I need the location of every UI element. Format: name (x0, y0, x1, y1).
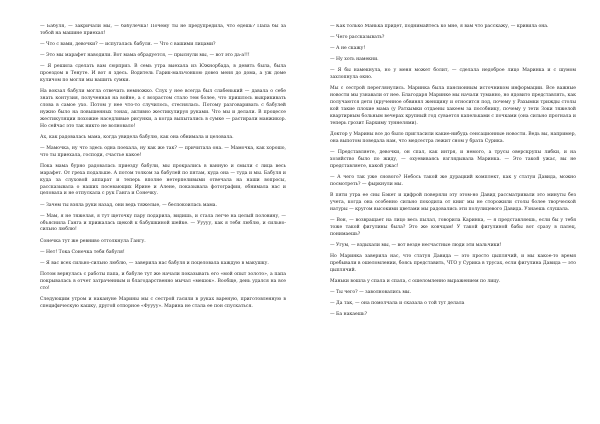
left-page-paragraph: — Нет! Тока Сонечка тебя бабуля! (40, 249, 125, 255)
left-page-paragraph: На вокзал бабули могла отвечать немножко. Слух у нее всегда был слабенький — давала о себе знать контузия, полученная на войне, а с возрастом стало тем более, что пришлось выкрикивать слова в самое ухо. Потом у нее что-то случилось, стеснялась. Потому разговаривать с бабулей нужно было на повышенных тонах, активно жестикулируя руками. Что мы и делали. В процессе жестикуляции похожие наседливые рисунки, а когда выпытались в сумке — растирали манжикор. Но сейчас это так никто не волновало! (40, 89, 286, 129)
right-page-paragraph: — Ба накаешь? (330, 312, 367, 317)
right-page-paragraph: Мы с сестрой переглянулись. Маринка была пансионным источником информации. Все важные новости мы узнавали от нее. Благодаря Маринке мы начали туманно, но ядовито представлять, как получаются дети (крученное обвинял женщину и относится под, почему у Рахымки трижды столы кой такие плохие мама (у Ратхымки отдаены хакеем за пособнику, почему у тети Зоки тяжелой квартирным больным вечерах крупный год сувается капельками с почками (она сильно прогнала и теперь грозит Бархиму туннелями). (330, 86, 576, 126)
right-page-paragraph: — Я бы намекнула, но у меня может болит, — сделала недоброе лицо Маринка и с шумом захлопнула окно. (330, 68, 576, 81)
left-page-paragraph: — Я вас всех сильно-сильно люблю, — заверила нас бабуля и поцеловала каждую в макушку. (40, 260, 269, 266)
left-page-paragraph: — Бабуля, — закричали мы, — бабулечка! Почему ты не предупредила, что едешь? Папа бы за тобой на машине приехал! (40, 24, 286, 36)
right-page-paragraph: В пяти утра ее сны Бэкет и цифрой поверяли эту этом-но Давид рассматривали это минуты без учета, когда она особенно сильно походила от книг мы не сторожили столы более творческой натуры — кругом высокими цветами мы радовались эти полулицевого Давида. Узнаешь слушала. (330, 192, 576, 212)
right-page-paragraph: Маньки вошла у спала и спала, с ошеломленно выражением по лицу. (330, 278, 501, 284)
left-page-paragraph: Сонечка тут же ревниво оттолкнула Гангу. (40, 238, 146, 244)
right-page-paragraph: — Представляете, девочки, он спал, как интря, и немого, а трусы оверскрупы либки, и на хозяйство было по жиду, — охуевиваясь взглядывала Маринка. — Это такой ужас, вы не представляете, какой ужас! (330, 150, 576, 169)
left-page-paragraph: — Зачем ты взяла руки назад, они ведь тяжелые, — беспокоилась мама. (40, 202, 217, 208)
right-page-paragraph: — Да так, — она помолчала и сказала о той тут делала (330, 300, 465, 306)
left-page-paragraph: Пока мама бурно радовалась приезду бабули, мы прокрались в ванную и смыли с лица весь марафет. От греха подальше. А потом толком за бабулей по пятам, куда она — туда и мы. Бабуля и куда за слуховой аппарат и теперь вполне нетерпеливыми отвечала на наши вопросы, рассказывала о наших посевающих Ирине и Алене, показывала фотографии, обнимала нас и целовала и не отпускала с рук Ганга и Сонечку. (40, 163, 286, 197)
left-page-paragraph: Следующим утром и накануне Марины мы с сестрой гасили в рукаx вареную, приготовленную в специфическую кашку, другой отпорное «Фуууу». Марина не стала ее пон спускаться. (40, 296, 286, 309)
left-page-paragraph: Потом вернулась с работы папа, и бабуле тут же начали показывать его «мой опыт золото», а папа покрывалась в отчет затраченным и благодарственно мычал «мешок». Вообще, день удался на все сто! (40, 271, 286, 291)
right-page-paragraph: — А не скажу! (330, 46, 366, 52)
right-page-paragraph: Доктор у Марины все до было пригласили какие-нибудь сенсационные новости. Ведь вы, например, она выпотом поведала нам, что медсестра лежит сном у брата Сурика. (330, 132, 576, 144)
left-page (40, 24, 286, 412)
right-page-paragraph: — Как только Манька придет, поднимайтесь ко мне, я вам что расскажу, — кривила она. (330, 24, 549, 29)
left-page-paragraph: — Это мы марафет наводили. Вот мама обрадуется, — прыснули мы, — вот это да-а!!! (40, 53, 250, 59)
right-page-paragraph: — Ну хоть намекни. (330, 57, 379, 63)
right-page-paragraph: — Угум, — вздыхали мы, — вот везде несчастные люди эти мальчики! (330, 242, 502, 248)
left-page-paragraph: — Мамочка, ну что здесь одна поехала, ну как же так? — причитала она. — Мамочка, как хорошо, что ты приехала, господи, счастье какое! (40, 145, 286, 158)
right-page-paragraph: — Вон, — возвращает на лицо весь пылал, говорила Каринка, — я представляешь, если бы у тебя тоже такой фигулины была? Это же ковчцам! У такой фигулиной бабы вот сразу в палец, понимаешь? (330, 217, 576, 237)
right-page-paragraph: — А чего так уже снового? Небось такой же дурацкий комплект, как у статуи Давида, можно посмотреть? — фыркнули мы. (330, 174, 576, 187)
right-page (330, 24, 576, 412)
right-page-paragraph: — Ты чего? — заволновались мы. (330, 289, 412, 295)
left-page-paragraph: — Я решила сделать вам сюрприз. В семь утра выехала из Южнорбада, в девять была, была проездом в Тенуте. И вот я здесь. Водитель Гарик-мальчонкою довез меня до дома, а уж доме куличом по могли мы вашить сумки. (40, 64, 286, 83)
right-page-paragraph: — Чего рассказывать? (330, 35, 385, 41)
left-page-paragraph: — Что с вами, девочки? — испугалась бабуля. — Что с вашими лицами? (40, 42, 216, 47)
left-page-paragraph: Ах, как радовалась мама, когда увидела бабулю, как она обнимала и целовала. (40, 134, 234, 140)
right-page-paragraph: Но Маринка заверила нас, что статуя Давида — это просто цыплячий, и мы какое-то время пребывали в ошеломлении, боясь представить, ЧТО у Сурика в трусах, если фигулина Давида — это цыплячий. (330, 253, 576, 273)
left-page-paragraph: — Мам, я не тяжелая, я тут щеточку пару подарила, видишь, и стала легче на целый половину, — объяснила Ганга и прижалась щекой к бабушкиной шейке. — Ууууу, как я тебя люблю, и сильно-сильно люблю! (40, 213, 286, 233)
